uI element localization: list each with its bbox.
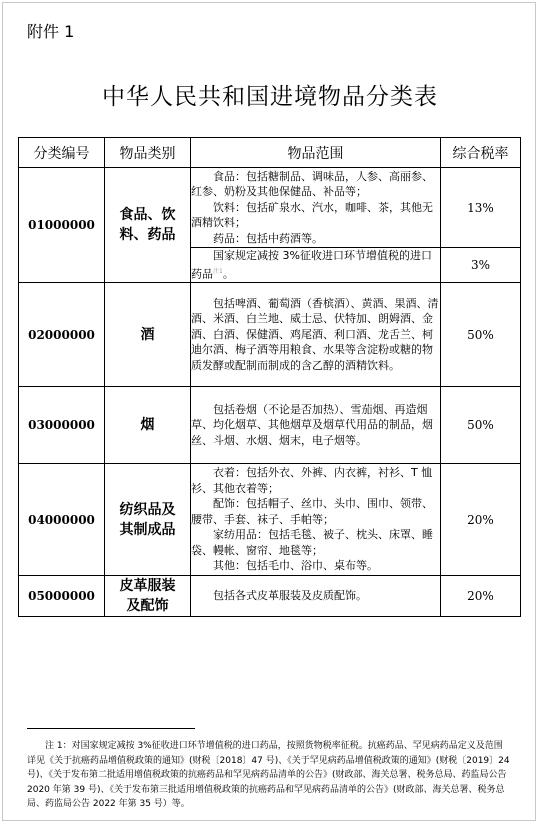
category-label: 皮革服装及配饰: [119, 578, 176, 614]
table-row-leather: [19, 576, 521, 617]
row-rate: 3%: [441, 248, 521, 283]
footnote-separator: [27, 728, 195, 729]
table-header-row: [19, 138, 521, 168]
footnote-ref[interactable]: 注1: [213, 267, 223, 275]
header-rate: 综合税率: [441, 138, 521, 168]
header-scope: 物品范围: [191, 138, 441, 168]
scope-line: 包括卷烟（不论是否加热）、雪茄烟、再造烟草、均化烟草、其他烟草及烟草代用品的制品，烟丝、斗烟、水烟、烟末，电子烟等。: [191, 402, 433, 447]
scope-text-end: 。: [222, 267, 234, 281]
table-row-tobacco: [19, 387, 521, 464]
scope-line: 药品：包括中药酒等。: [213, 231, 323, 245]
scope-line: 包括各式皮革服装及皮质配饰。: [213, 589, 367, 603]
row-rate: 50%: [441, 283, 521, 387]
scope-line: 包括啤酒、葡萄酒（香槟酒）、黄酒、果酒、清酒、米酒、白兰地、威士忌、伏特加、朗姆酒、金酒、白酒、保健酒、鸡尾酒、利口酒、龙舌兰、柯迪尔酒、梅子酒等用粮食、水果等含淀粉或糖的物质发酵或配制而制成的含乙醇的酒精饮料。: [191, 296, 439, 372]
scope-line: 饮料：包括矿泉水、汽水，咖啡、茶，其他无酒精饮料；: [191, 200, 433, 230]
row-rate: 20%: [441, 464, 521, 576]
table-row-textile: [19, 464, 521, 576]
scope-line: 食品：包括糖制品、调味品，人参、高丽参、红参、奶粉及其他保健品、补品等；: [191, 169, 433, 199]
category-label: 食品、饮料、药品: [119, 207, 176, 243]
scope-line: 家纺用品：包括毛毯、被子、枕头、床罩、睡袋、幔帐、窗帘、地毯等；: [191, 528, 433, 557]
row-category: [105, 576, 191, 617]
table-row-food: [19, 168, 521, 248]
scope-line: 衣着：包括外衣、外裤、内衣裤，衬衫、T 恤衫、其他衣着等；: [191, 465, 433, 495]
scope-line: 配饰：包括帽子、丝巾、头巾、围巾、领带、腰带、手套、袜子、手帕等；: [191, 497, 433, 526]
row-scope: [191, 576, 441, 617]
row-code: 04000000: [19, 464, 105, 576]
classification-table: [18, 137, 521, 617]
row-category: [105, 168, 191, 283]
row-category: 烟: [105, 387, 191, 464]
row-scope: [191, 283, 441, 387]
table-row-alcohol: [19, 283, 521, 387]
scope-line: 其他：包括毛巾、浴巾、桌布等。: [213, 559, 378, 573]
row-code: 05000000: [19, 576, 105, 617]
row-rate: 50%: [441, 387, 521, 464]
header-category: 物品类别: [105, 138, 191, 168]
row-category: [105, 464, 191, 576]
row-category: 酒: [105, 283, 191, 387]
row-code: 01000000: [19, 168, 105, 283]
row-rate: 20%: [441, 576, 521, 617]
row-code: 03000000: [19, 387, 105, 464]
row-code: 02000000: [19, 283, 105, 387]
footnote: 注 1：对国家规定减按 3%征收进口环节增值税的进口药品，按照货物税率征税。抗癌药品、罕见病药品定义及范围详见《关于抗癌药品增值税政策的通知》(财税〔2018〕47 号)、《关于罕见病药品增值税政策的通知》(财税〔2019〕24 号)、《关于发布第二批适用增值税政策的抗癌药品和罕见病药品清单的公告》(财政部、海关总署、税务总局、药监局公告 2020 年第 39 号)、《关于发布第三批适用增值税政策的抗癌药品和罕见病药品清单的公告》(财政部、海关总署、税务总局、药监局公告 2022 年第 35 号）等。: [27, 741, 510, 809]
row-scope: [191, 168, 441, 248]
header-code: 分类编号: [19, 138, 105, 168]
attachment-label: 附件 1: [27, 22, 75, 41]
scope-text: 国家规定减按 3%征收进口环节增值税的进口药品: [191, 249, 432, 281]
row-rate: 13%: [441, 168, 521, 248]
document-title: 中华人民共和国进境物品分类表: [102, 84, 438, 110]
row-scope: [191, 248, 441, 283]
category-label: 纺织品及其制成品: [119, 501, 176, 538]
row-scope: [191, 464, 441, 576]
row-scope: [191, 387, 441, 464]
